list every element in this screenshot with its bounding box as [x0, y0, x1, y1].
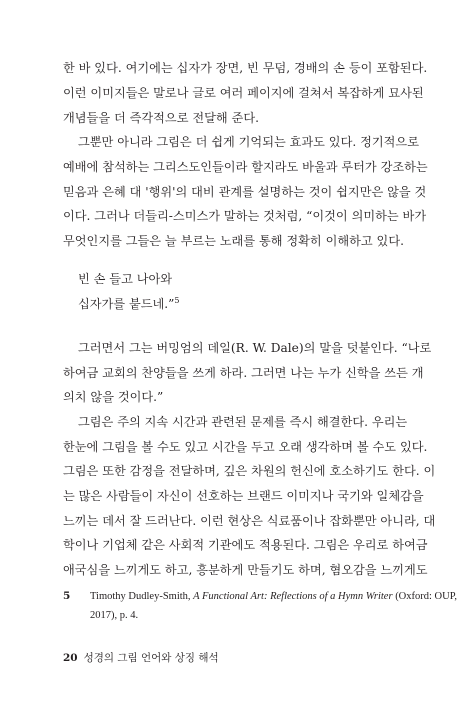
- verse-line-1: 빈 손 들고 나아와: [78, 272, 173, 286]
- paragraph-1-line-2: 이런 이미지들은 말로나 글로 여러 페이지에 걸쳐서 복잡하게 묘사된: [63, 86, 424, 100]
- running-title: 성경의 그림 언어와 상징 해석: [83, 652, 219, 664]
- paragraph-3-line-1: 그러면서 그는 버밍엄의 데일(R. W. Dale)의 말을 덧붙인다. “나로: [78, 341, 432, 355]
- footnote-publication: (Oxford: OUP,: [392, 591, 458, 602]
- paragraph-4-line-5: 느끼는 데서 잘 드러난다. 이런 현상은 식료품이나 잡화뿐만 아니라, 대: [63, 514, 436, 528]
- footnote-number: 5: [63, 590, 71, 602]
- paragraph-2-line-1: 그뿐만 아니라 그림은 더 쉽게 기억되는 효과도 있다. 정기적으로: [78, 135, 419, 149]
- page-footer: [63, 650, 219, 665]
- verse-line-2: [78, 294, 179, 314]
- paragraph-4-line-7: 애국심을 느끼게도 하고, 흥분하게 만들기도 하며, 혐오감을 느끼게도: [63, 563, 428, 577]
- paragraph-1-line-1: 한 바 있다. 여기에는 십자가 장면, 빈 무덤, 경배의 손 등이 포함된다.: [63, 61, 428, 75]
- paragraph-4-line-6: 학이나 기업체 같은 사회적 기관에도 적용된다. 그림은 우리로 하여금: [63, 538, 428, 552]
- footnote-author: Timothy Dudley-Smith,: [90, 591, 194, 602]
- paragraph-1-line-3: 개념들을 더 즉각적으로 전달해 준다.: [63, 111, 259, 125]
- paragraph-4-line-1: 그림은 주의 지속 시간과 관련된 문제를 즉시 해결한다. 우리는: [78, 415, 408, 429]
- paragraph-3-line-2: 하여금 교회의 찬양들을 쓰게 하라. 그러면 나는 누가 신학을 쓰든 개: [63, 366, 424, 380]
- footnote-line-1: [90, 588, 458, 606]
- paragraph-2-line-4: 이다. 그러나 더들리-스미스가 말하는 것처럼, “이것이 의미하는 바가: [63, 209, 427, 223]
- paragraph-4-line-2: 한눈에 그림을 볼 수도 있고 시간을 두고 오래 생각하며 볼 수도 있다.: [63, 440, 428, 454]
- paragraph-2-line-5: 무엇인지를 그들은 늘 부르는 노래를 통해 정확히 이해하고 있다.: [63, 234, 404, 248]
- paragraph-4-line-4: 는 많은 사람들이 자신이 선호하는 브랜드 이미지나 국기와 일체감을: [63, 489, 424, 503]
- footnote-line-2: 2017), p. 4.: [90, 610, 139, 621]
- footnote-title: A Functional Art: Reflections of a Hymn Writer: [193, 591, 393, 602]
- footnote-ref: 5: [174, 295, 180, 305]
- paragraph-2-line-2: 예배에 참석하는 그리스도인들이라 할지라도 바울과 루터가 강조하는: [63, 160, 428, 174]
- paragraph-2-line-3: 믿음과 은혜 대 '행위'의 대비 관계를 설명하는 것이 쉽지만은 않을 것: [63, 185, 427, 199]
- verse-line-2-text: 십자가를 붙드네.”: [78, 297, 175, 311]
- page-number: 20: [63, 652, 78, 664]
- paragraph-3-line-3: 의치 않을 것이다.”: [63, 390, 164, 404]
- paragraph-4-line-3: 그림은 또한 감정을 전달하며, 깊은 차원의 헌신에 호소하기도 한다. 이: [63, 464, 436, 478]
